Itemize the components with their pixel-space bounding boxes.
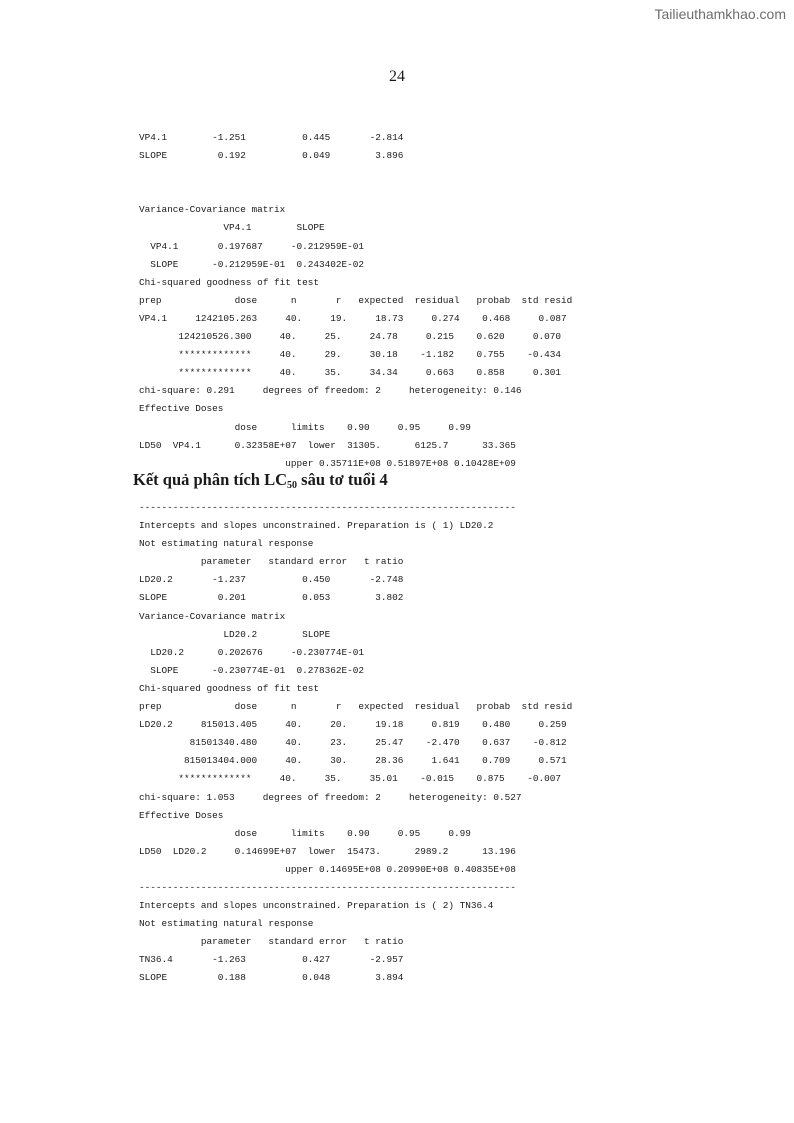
heading-prefix: Kết quả phân tích LC xyxy=(133,470,288,489)
heading-subscript: 50 xyxy=(287,480,298,491)
output-line: VP4.1 SLOPE xyxy=(139,222,325,234)
output-line: Variance-Covariance matrix xyxy=(139,610,286,622)
output-line: Intercepts and slopes unconstrained. Preparation is ( 2) TN36.4 xyxy=(139,900,494,912)
output-line: VP4.1 0.197687 -0.212959E-01 xyxy=(139,240,365,252)
probit-output-vp4-1 xyxy=(139,129,739,473)
output-line: parameter standard error t ratio xyxy=(139,936,404,948)
output-line: Intercepts and slopes unconstrained. Preparation is ( 1) LD20.2 xyxy=(139,520,494,532)
output-line: Chi-squared goodness of fit test xyxy=(139,276,320,288)
output-line: LD50 VP4.1 0.32358E+07 lower 31305. 6125.7 33.365 xyxy=(139,439,516,451)
probit-output-ld20-2 xyxy=(139,499,739,988)
output-line: ************* 40. 35. 35.01 -0.015 0.875 -0.007 xyxy=(139,773,561,785)
output-line: 815013404.000 40. 30. 28.36 1.641 0.709 0.571 xyxy=(139,755,567,767)
output-line: Chi-squared goodness of fit test xyxy=(139,682,320,694)
output-line: TN36.4 -1.263 0.427 -2.957 xyxy=(139,954,404,966)
output-line: dose limits 0.90 0.95 0.99 xyxy=(139,421,471,433)
output-line: SLOPE 0.188 0.048 3.894 xyxy=(139,972,404,984)
output-line: SLOPE -0.212959E-01 0.243402E-02 xyxy=(139,258,365,270)
output-line: Not estimating natural response xyxy=(139,538,314,550)
output-line: Effective Doses xyxy=(139,809,224,821)
output-line: Variance-Covariance matrix xyxy=(139,204,286,216)
output-line: SLOPE 0.201 0.053 3.802 xyxy=(139,592,404,604)
output-line: Effective Doses xyxy=(139,403,224,415)
output-line: prep dose n r expected residual probab std resid xyxy=(139,701,573,713)
output-line: 81501340.480 40. 23. 25.47 -2.470 0.637 -0.812 xyxy=(139,737,567,749)
output-line: LD20.2 0.202676 -0.230774E-01 xyxy=(139,646,365,658)
output-line: ------------------------------------------------------------------- xyxy=(139,502,516,513)
section-heading xyxy=(133,470,388,491)
output-line: upper 0.35711E+08 0.51897E+08 0.10428E+09 xyxy=(139,457,516,469)
output-line: ************* 40. 35. 34.34 0.663 0.858 0.301 xyxy=(139,367,561,379)
output-line: VP4.1 -1.251 0.445 -2.814 xyxy=(139,132,404,143)
output-line: parameter standard error t ratio xyxy=(139,556,404,568)
output-line: upper 0.14695E+08 0.20990E+08 0.40835E+08 xyxy=(139,863,516,875)
output-line: VP4.1 1242105.263 40. 19. 18.73 0.274 0.468 0.087 xyxy=(139,312,567,324)
output-line: LD50 LD20.2 0.14699E+07 lower 15473. 2989.2 13.196 xyxy=(139,845,516,857)
output-line: 124210526.300 40. 25. 24.78 0.215 0.620 0.070 xyxy=(139,331,561,343)
output-line: ------------------------------------------------------------------- xyxy=(139,881,516,893)
output-line: SLOPE -0.230774E-01 0.278362E-02 xyxy=(139,664,365,676)
output-line: ************* 40. 29. 30.18 -1.182 0.755 -0.434 xyxy=(139,349,561,361)
output-line: LD20.2 SLOPE xyxy=(139,628,331,640)
output-line: LD20.2 -1.237 0.450 -2.748 xyxy=(139,574,404,586)
page-number: 24 xyxy=(389,68,405,85)
output-line: dose limits 0.90 0.95 0.99 xyxy=(139,827,471,839)
output-line: Not estimating natural response xyxy=(139,918,314,930)
output-line: prep dose n r expected residual probab std resid xyxy=(139,294,573,306)
heading-suffix: sâu tơ tuổi 4 xyxy=(297,470,388,489)
site-watermark: Tailieuthamkhao.com xyxy=(654,6,786,22)
output-line: LD20.2 815013.405 40. 20. 19.18 0.819 0.480 0.259 xyxy=(139,719,567,731)
output-line: chi-square: 0.291 degrees of freedom: 2 heterogeneity: 0.146 xyxy=(139,385,522,397)
output-line: chi-square: 1.053 degrees of freedom: 2 heterogeneity: 0.527 xyxy=(139,791,522,803)
output-line: SLOPE 0.192 0.049 3.896 xyxy=(139,150,404,162)
